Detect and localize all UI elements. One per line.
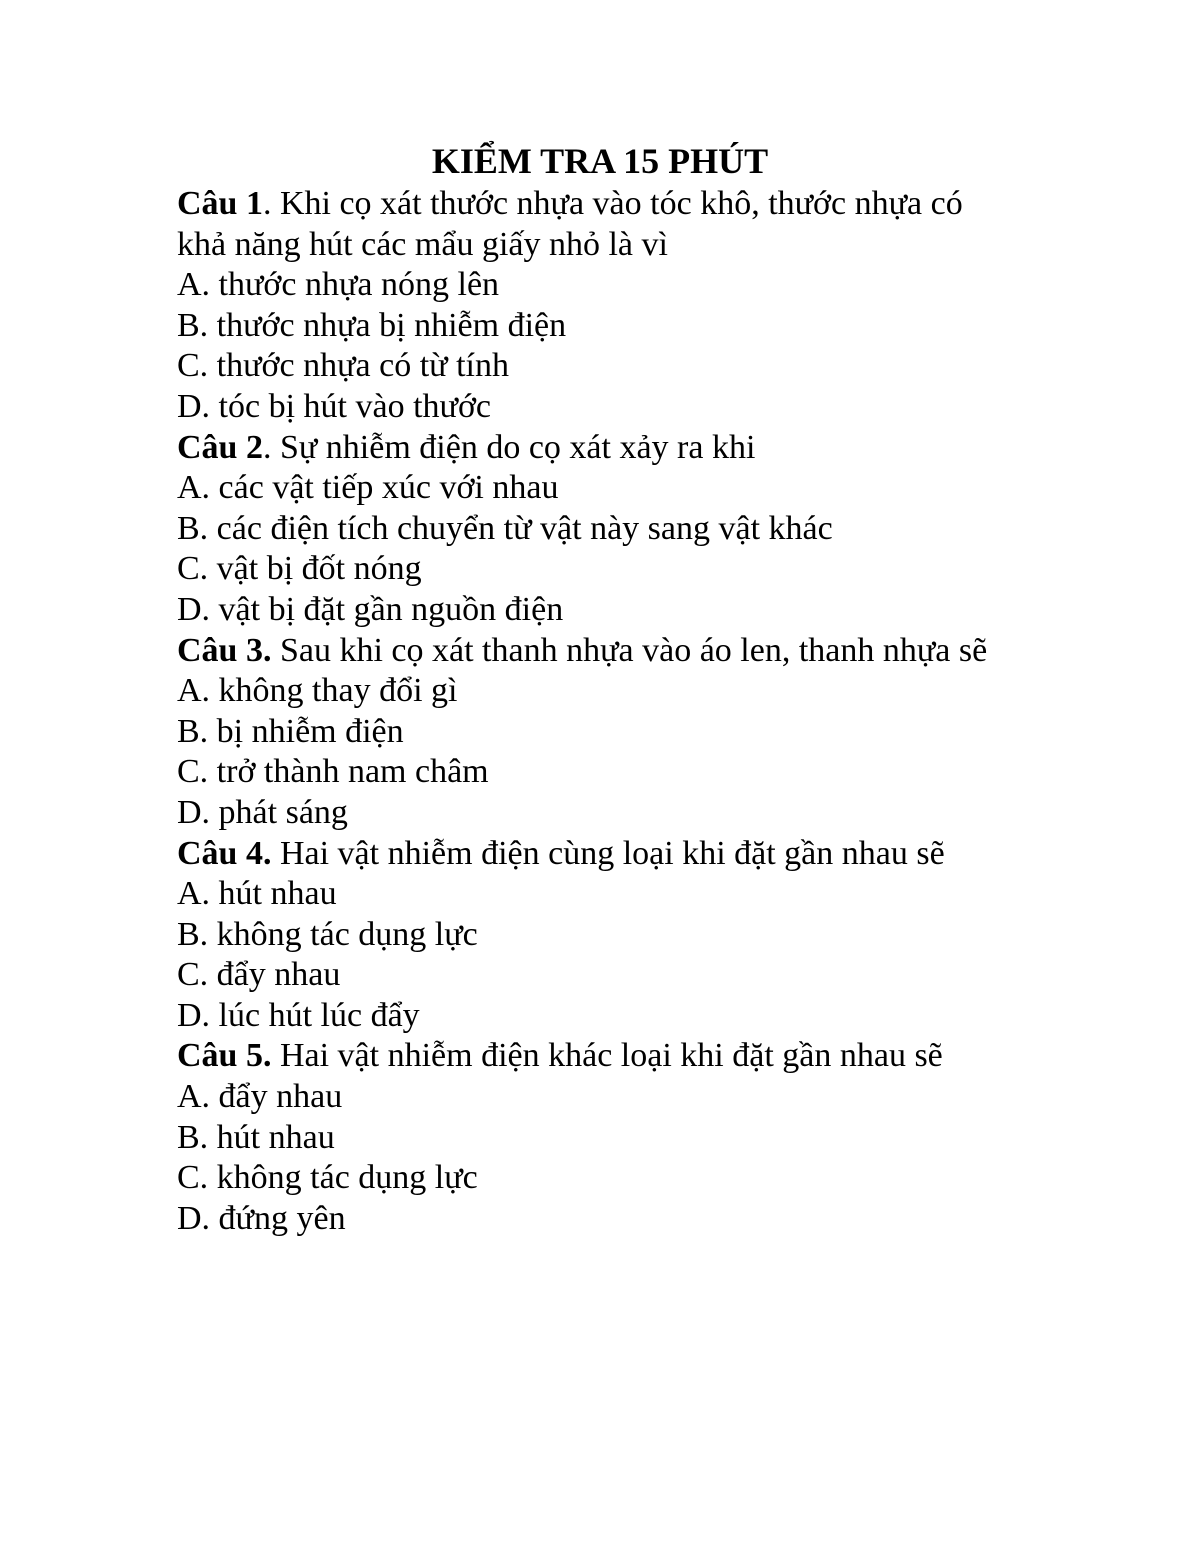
- question-2-option-c: C. vật bị đốt nóng: [177, 550, 422, 588]
- question-3-label: Câu 3.: [177, 631, 272, 669]
- question-4-label: Câu 4.: [177, 834, 272, 872]
- question-2-option-a: A. các vật tiếp xúc với nhau: [177, 469, 559, 507]
- question-1-option-d: D. tóc bị hút vào thước: [177, 387, 492, 425]
- question-1-label-separator: .: [262, 185, 272, 222]
- question-1-label: Câu 1: [177, 185, 263, 222]
- question-3-option-d: D. phát sáng: [177, 793, 348, 831]
- question-2-stem: [177, 428, 1077, 469]
- question-3-option-a: A. không thay đổi gì: [177, 672, 458, 710]
- question-1-text: Khi cọ xát thước nhựa vào tóc khô, thước nhựa có: [271, 185, 963, 222]
- question-1-option-c: C. thước nhựa có từ tính: [177, 347, 509, 385]
- question-list: [177, 184, 1077, 1239]
- question-4-stem: [177, 834, 1077, 875]
- question-2-label-separator: .: [262, 428, 272, 466]
- question-1-option-b: B. thước nhựa bị nhiễm điện: [177, 306, 567, 344]
- question-2-option-b: B. các điện tích chuyển từ vật này sang vật khác: [177, 509, 833, 547]
- question-2-option-d: D. vật bị đặt gần nguồn điện: [177, 590, 564, 628]
- question-1-stem-continued: khả năng hút các mẩu giấy nhỏ là vì: [177, 225, 668, 263]
- question-5-option-d: D. đứng yên: [177, 1199, 346, 1237]
- question-5-text: Hai vật nhiễm điện khác loại khi đặt gần nhau sẽ: [271, 1037, 943, 1075]
- question-2-label: Câu 2: [177, 428, 263, 466]
- question-5-option-b: B. hút nhau: [177, 1118, 335, 1156]
- question-3-option-c: C. trở thành nam châm: [177, 753, 489, 791]
- question-5-label: Câu 5.: [177, 1037, 272, 1075]
- question-5-option-a: A. đẩy nhau: [177, 1078, 343, 1116]
- question-4-option-b: B. không tác dụng lực: [177, 915, 478, 953]
- question-4-option-d: D. lúc hút lúc đẩy: [177, 996, 420, 1034]
- document-title: KIỂM TRA 15 PHÚT: [431, 141, 769, 181]
- question-5-option-c: C. không tác dụng lực: [177, 1159, 478, 1197]
- question-3-stem: [177, 631, 1077, 672]
- question-3-option-b: B. bị nhiễm điện: [177, 712, 404, 750]
- question-2-text: Sự nhiễm điện do cọ xát xảy ra khi: [271, 428, 756, 466]
- question-1-stem: [177, 184, 1077, 225]
- question-4-option-a: A. hút nhau: [177, 875, 337, 913]
- question-1-option-a: A. thước nhựa nóng lên: [177, 266, 500, 304]
- question-4-text: Hai vật nhiễm điện cùng loại khi đặt gần nhau sẽ: [271, 834, 945, 872]
- question-5-stem: [177, 1036, 1077, 1077]
- question-3-text: Sau khi cọ xát thanh nhựa vào áo len, thanh nhựa sẽ: [271, 631, 988, 669]
- question-4-option-c: C. đẩy nhau: [177, 956, 341, 994]
